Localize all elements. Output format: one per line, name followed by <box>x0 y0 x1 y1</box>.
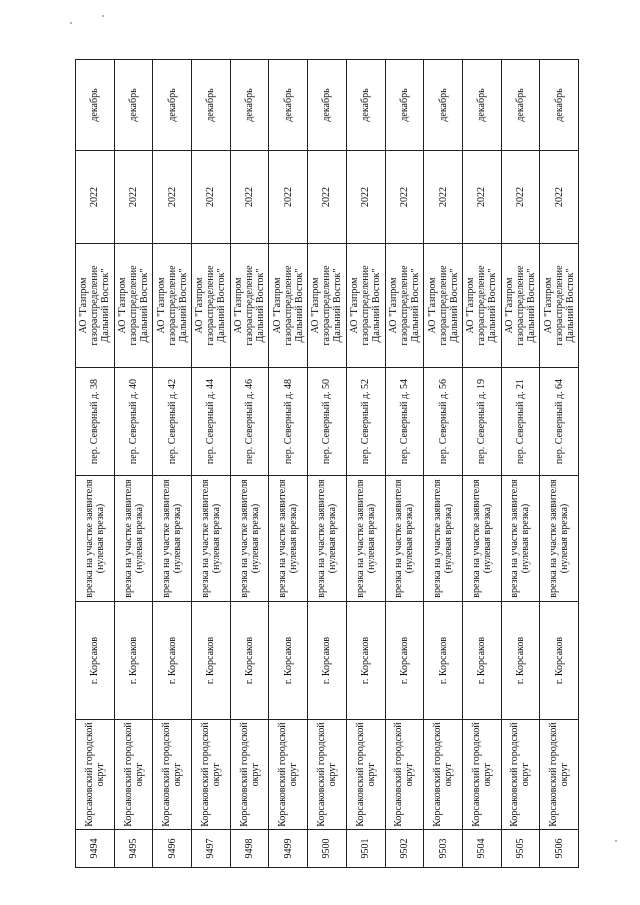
row-number-cell: 9496 <box>153 830 192 868</box>
year-cell: 2022 <box>346 151 385 244</box>
month-cell: декабрь <box>192 60 231 151</box>
address-cell: пер. Северный д. 64 <box>540 368 579 476</box>
address-cell: пер. Северный д. 38 <box>76 368 115 476</box>
work-type-cell: врезка на участке заявителя (нулевая врезка) <box>424 476 463 602</box>
municipality-cell: Корсаковский городской округ <box>76 720 115 830</box>
gasification-table <box>75 59 579 868</box>
year-cell: 2022 <box>424 151 463 244</box>
scan-speck <box>615 840 617 842</box>
organization-cell: АО "Газпром газораспределение Дальний Восток" <box>76 244 115 368</box>
address-cell: пер. Северный д. 21 <box>501 368 540 476</box>
municipality-cell: Корсаковский городской округ <box>501 720 540 830</box>
table-row <box>269 60 308 868</box>
year-cell: 2022 <box>192 151 231 244</box>
row-number-cell: 9500 <box>308 830 347 868</box>
work-type-cell: врезка на участке заявителя (нулевая врезка) <box>114 476 153 602</box>
row-number-cell: 9501 <box>346 830 385 868</box>
table-row <box>308 60 347 868</box>
row-number-cell: 9495 <box>114 830 153 868</box>
locality-cell: г. Корсаков <box>346 602 385 720</box>
rotated-table-wrapper <box>75 60 579 868</box>
municipality-cell: Корсаковский городской округ <box>462 720 501 830</box>
month-cell: декабрь <box>424 60 463 151</box>
address-cell: пер. Северный д. 40 <box>114 368 153 476</box>
organization-cell: АО "Газпром газораспределение Дальний Восток" <box>153 244 192 368</box>
row-number-cell: 9497 <box>192 830 231 868</box>
year-cell: 2022 <box>230 151 269 244</box>
municipality-cell: Корсаковский городской округ <box>192 720 231 830</box>
year-cell: 2022 <box>385 151 424 244</box>
address-cell: пер. Северный д. 19 <box>462 368 501 476</box>
organization-cell: АО "Газпром газораспределение Дальний Восток" <box>114 244 153 368</box>
address-cell: пер. Северный д. 50 <box>308 368 347 476</box>
locality-cell: г. Корсаков <box>462 602 501 720</box>
year-cell: 2022 <box>153 151 192 244</box>
work-type-cell: врезка на участке заявителя (нулевая врезка) <box>153 476 192 602</box>
table-row <box>385 60 424 868</box>
work-type-cell: врезка на участке заявителя (нулевая врезка) <box>385 476 424 602</box>
row-number-cell: 9506 <box>540 830 579 868</box>
municipality-cell: Корсаковский городской округ <box>230 720 269 830</box>
locality-cell: г. Корсаков <box>269 602 308 720</box>
work-type-cell: врезка на участке заявителя (нулевая врезка) <box>76 476 115 602</box>
organization-cell: АО "Газпром газораспределение Дальний Восток" <box>462 244 501 368</box>
table-row <box>230 60 269 868</box>
work-type-cell: врезка на участке заявителя (нулевая врезка) <box>462 476 501 602</box>
year-cell: 2022 <box>308 151 347 244</box>
municipality-cell: Корсаковский городской округ <box>153 720 192 830</box>
month-cell: декабрь <box>269 60 308 151</box>
locality-cell: г. Корсаков <box>424 602 463 720</box>
row-number-cell: 9505 <box>501 830 540 868</box>
address-cell: пер. Северный д. 42 <box>153 368 192 476</box>
organization-cell: АО "Газпром газораспределение Дальний Восток" <box>308 244 347 368</box>
address-cell: пер. Северный д. 54 <box>385 368 424 476</box>
row-number-cell: 9502 <box>385 830 424 868</box>
municipality-cell: Корсаковский городской округ <box>308 720 347 830</box>
row-number-cell: 9498 <box>230 830 269 868</box>
year-cell: 2022 <box>269 151 308 244</box>
locality-cell: г. Корсаков <box>308 602 347 720</box>
month-cell: декабрь <box>76 60 115 151</box>
month-cell: декабрь <box>230 60 269 151</box>
row-number-cell: 9499 <box>269 830 308 868</box>
scan-speck <box>102 15 104 17</box>
table-row <box>501 60 540 868</box>
month-cell: декабрь <box>114 60 153 151</box>
organization-cell: АО "Газпром газораспределение Дальний Восток" <box>346 244 385 368</box>
year-cell: 2022 <box>501 151 540 244</box>
locality-cell: г. Корсаков <box>540 602 579 720</box>
organization-cell: АО "Газпром газораспределение Дальний Восток" <box>385 244 424 368</box>
organization-cell: АО "Газпром газораспределение Дальний Восток" <box>540 244 579 368</box>
month-cell: декабрь <box>308 60 347 151</box>
municipality-cell: Корсаковский городской округ <box>424 720 463 830</box>
year-cell: 2022 <box>114 151 153 244</box>
organization-cell: АО "Газпром газораспределение Дальний Восток" <box>269 244 308 368</box>
row-number-cell: 9494 <box>76 830 115 868</box>
locality-cell: г. Корсаков <box>230 602 269 720</box>
row-number-cell: 9504 <box>462 830 501 868</box>
locality-cell: г. Корсаков <box>76 602 115 720</box>
month-cell: декабрь <box>462 60 501 151</box>
work-type-cell: врезка на участке заявителя (нулевая врезка) <box>269 476 308 602</box>
organization-cell: АО "Газпром газораспределение Дальний Восток" <box>192 244 231 368</box>
row-number-cell: 9503 <box>424 830 463 868</box>
locality-cell: г. Корсаков <box>153 602 192 720</box>
table-row <box>540 60 579 868</box>
year-cell: 2022 <box>76 151 115 244</box>
municipality-cell: Корсаковский городской округ <box>269 720 308 830</box>
table-row <box>192 60 231 868</box>
work-type-cell: врезка на участке заявителя (нулевая врезка) <box>501 476 540 602</box>
work-type-cell: врезка на участке заявителя (нулевая врезка) <box>230 476 269 602</box>
municipality-cell: Корсаковский городской округ <box>385 720 424 830</box>
table-row <box>76 60 115 868</box>
organization-cell: АО "Газпром газораспределение Дальний Восток" <box>501 244 540 368</box>
address-cell: пер. Северный д. 56 <box>424 368 463 476</box>
address-cell: пер. Северный д. 44 <box>192 368 231 476</box>
work-type-cell: врезка на участке заявителя (нулевая врезка) <box>192 476 231 602</box>
municipality-cell: Корсаковский городской округ <box>346 720 385 830</box>
locality-cell: г. Корсаков <box>192 602 231 720</box>
scan-speck <box>70 22 72 24</box>
municipality-cell: Корсаковский городской округ <box>114 720 153 830</box>
table-row <box>153 60 192 868</box>
month-cell: декабрь <box>346 60 385 151</box>
table-row <box>346 60 385 868</box>
address-cell: пер. Северный д. 48 <box>269 368 308 476</box>
month-cell: декабрь <box>153 60 192 151</box>
locality-cell: г. Корсаков <box>501 602 540 720</box>
year-cell: 2022 <box>462 151 501 244</box>
organization-cell: АО "Газпром газораспределение Дальний Восток" <box>230 244 269 368</box>
municipality-cell: Корсаковский городской округ <box>540 720 579 830</box>
locality-cell: г. Корсаков <box>114 602 153 720</box>
address-cell: пер. Северный д. 52 <box>346 368 385 476</box>
work-type-cell: врезка на участке заявителя (нулевая врезка) <box>346 476 385 602</box>
work-type-cell: врезка на участке заявителя (нулевая врезка) <box>308 476 347 602</box>
month-cell: декабрь <box>540 60 579 151</box>
month-cell: декабрь <box>385 60 424 151</box>
month-cell: декабрь <box>501 60 540 151</box>
locality-cell: г. Корсаков <box>385 602 424 720</box>
year-cell: 2022 <box>540 151 579 244</box>
address-cell: пер. Северный д. 46 <box>230 368 269 476</box>
table-body <box>76 60 579 868</box>
work-type-cell: врезка на участке заявителя (нулевая врезка) <box>540 476 579 602</box>
table-row <box>462 60 501 868</box>
organization-cell: АО "Газпром газораспределение Дальний Восток" <box>424 244 463 368</box>
table-row <box>114 60 153 868</box>
table-row <box>424 60 463 868</box>
